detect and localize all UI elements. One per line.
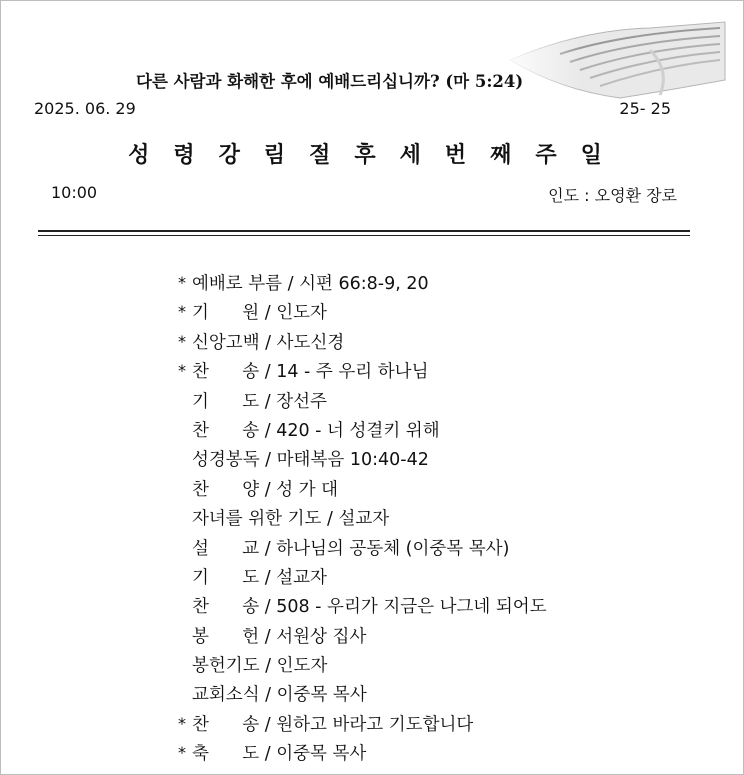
- item-text: 설 교 / 하나님의 공동체 (이중목 목사): [192, 538, 510, 559]
- order-of-worship: [172, 270, 547, 770]
- item-text: 봉헌기도 / 인도자: [192, 656, 328, 677]
- list-item: [172, 270, 547, 299]
- list-item: [172, 476, 547, 505]
- item-text: 봉 헌 / 서원상 집사: [192, 626, 367, 647]
- item-text: 찬 송 / 14 - 주 우리 하나님: [192, 362, 429, 383]
- divider-thin: [38, 235, 690, 236]
- scripture-verse: 다른 사람과 화해한 후에 예배드리십니까? (마 5:24): [136, 72, 524, 91]
- item-text: 성경봉독 / 마태복음 10:40-42: [192, 450, 429, 471]
- item-text: 신앙고백 / 사도신경: [192, 332, 345, 353]
- standing-mark: *: [178, 361, 186, 381]
- item-text: 찬 송 / 원하고 바라고 기도합니다: [192, 714, 474, 735]
- item-text: 기 원 / 인도자: [192, 303, 327, 324]
- list-item: [172, 711, 547, 740]
- item-text: 예배로 부름 / 시편 66:8-9, 20: [192, 274, 429, 294]
- standing-mark: *: [178, 713, 186, 733]
- list-item: [172, 505, 547, 534]
- list-item: [172, 740, 547, 769]
- item-text: 기 도 / 설교자: [192, 567, 327, 588]
- service-time: 10:00: [51, 183, 98, 202]
- item-text: 교회소식 / 이중목 목사: [192, 685, 367, 706]
- list-item: [172, 623, 547, 652]
- standing-mark: *: [178, 302, 186, 322]
- list-item: [172, 535, 547, 564]
- standing-mark: *: [178, 331, 186, 351]
- item-text: 기 도 / 장선주: [192, 391, 327, 412]
- list-item: [172, 388, 547, 417]
- issue-number: 25- 25: [619, 99, 671, 118]
- list-item: [172, 446, 547, 475]
- list-item: [172, 593, 547, 622]
- list-item: [172, 299, 547, 328]
- item-text: 찬 송 / 508 - 우리가 지금은 나그네 되어도: [192, 597, 547, 618]
- list-item: [172, 329, 547, 358]
- service-leader: 인도 : 오영환 장로: [548, 186, 677, 205]
- list-item: [172, 564, 547, 593]
- page-title: 성령강림절후세번째주일: [128, 142, 626, 168]
- standing-mark: *: [178, 743, 186, 763]
- list-item: [172, 652, 547, 681]
- item-text: 찬 양 / 성 가 대: [192, 479, 339, 500]
- item-text: 축 도 / 이중목 목사: [192, 744, 367, 765]
- list-item: [172, 358, 547, 387]
- standing-mark: *: [178, 273, 186, 292]
- divider-thick: [38, 230, 690, 232]
- open-newspaper-illustration: [500, 20, 728, 100]
- bulletin-date: 2025. 06. 29: [34, 99, 136, 118]
- list-item: [172, 681, 547, 710]
- item-text: 자녀를 위한 기도 / 설교자: [192, 509, 390, 530]
- item-text: 찬 송 / 420 - 너 성결키 위해: [192, 420, 440, 441]
- list-item: [172, 417, 547, 446]
